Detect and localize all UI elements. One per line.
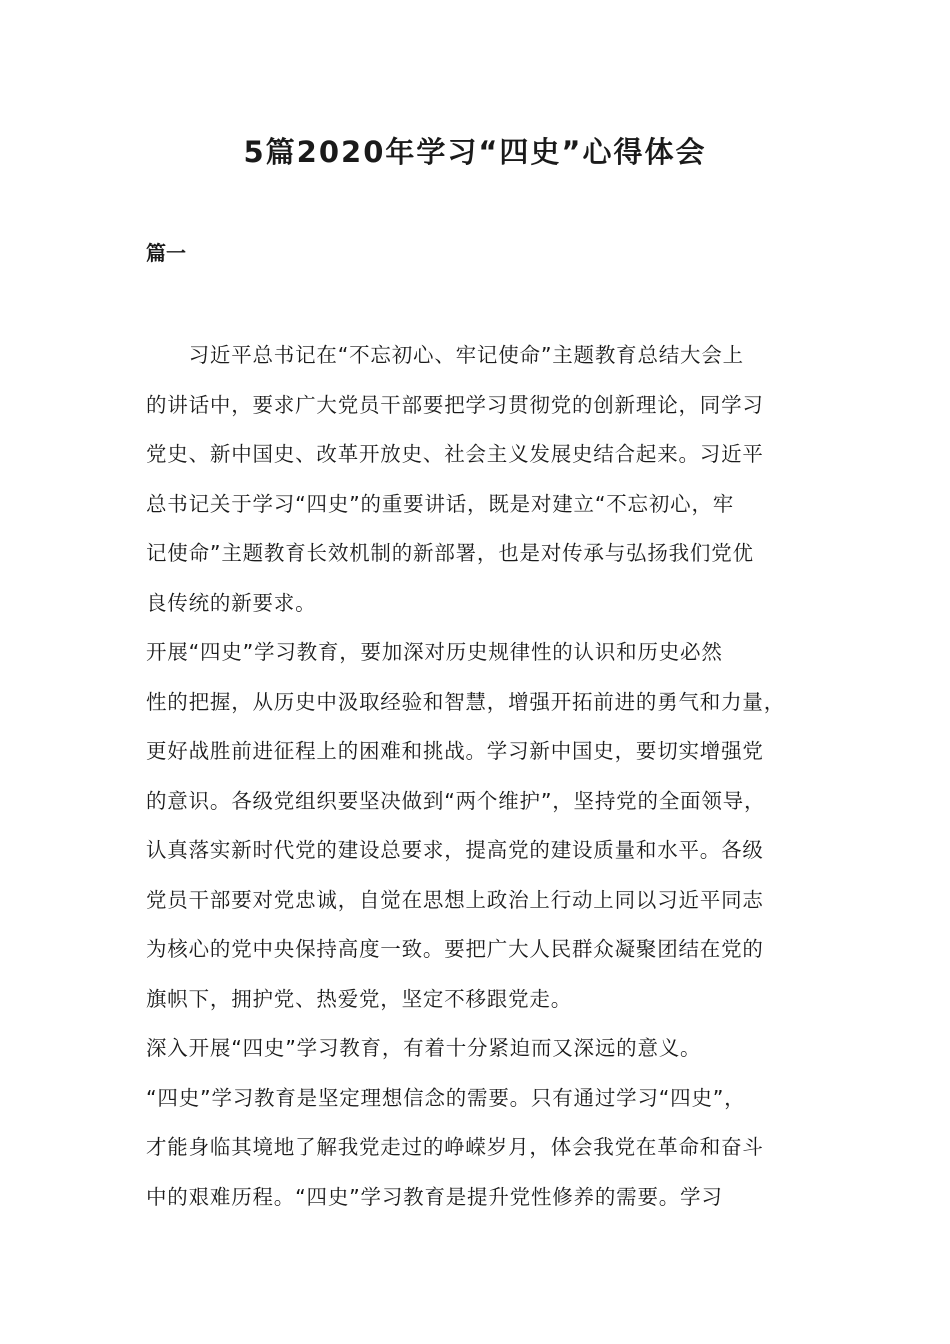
text-line: 良传统的新要求。 — [146, 590, 317, 615]
text-line: 记使命”主题教育长效机制的新部署，也是对传承与弘扬我们党优 — [146, 541, 754, 565]
text-line: 为核心的党中央保持高度一致。要把广大人民群众凝聚团结在党的 — [146, 937, 764, 961]
text-line: 更好战胜前进征程上的困难和挑战。学习新中国史，要切实增强党 — [146, 739, 764, 763]
text-line: 旗帜下，拥护党、热爱党，坚定不移跟党走。 — [146, 986, 572, 1011]
text-line: 习近平总书记在“不忘初心、牢记使命”主题教育总结大会上 — [146, 343, 744, 367]
text-line: 中的艰难历程。“四史”学习教育是提升党性修养的需要。学习 — [146, 1184, 723, 1209]
text-line: 的意识。各级党组织要坚决做到“两个维护”，坚持党的全面领导， — [146, 788, 766, 813]
text-line: 党史、新中国史、改革开放史、社会主义发展史结合起来。习近平 — [146, 442, 764, 466]
text-line: 的讲话中，要求广大党员干部要把学习贯彻党的创新理论，同学习 — [146, 392, 764, 417]
text-line: 性的把握，从历史中汲取经验和智慧，增强开拓前进的勇气和力量， — [146, 689, 785, 714]
text-line: “四史”学习教育是坚定理想信念的需要。只有通过学习“四史”， — [146, 1085, 746, 1110]
section-heading: 篇一 — [146, 241, 186, 265]
body-text — [146, 331, 806, 1222]
text-line: 认真落实新时代党的建设总要求，提高党的建设质量和水平。各级 — [146, 838, 764, 862]
text-line: 深入开展“四史”学习教育，有着十分紧迫而又深远的意义。 — [146, 1036, 702, 1060]
text-line: 开展“四史”学习教育，要加深对历史规律性的认识和历史必然 — [146, 640, 723, 664]
document-title: 5篇2020年学习“四史”心得体会 — [243, 135, 707, 169]
text-line: 才能身临其境地了解我党走过的峥嵘岁月，体会我党在革命和奋斗 — [146, 1135, 764, 1159]
text-line: 党员干部要对党忠诚，自觉在思想上政治上行动上同以习近平同志 — [146, 887, 764, 912]
text-line: 总书记关于学习“四史”的重要讲话，既是对建立“不忘初心，牢 — [146, 491, 735, 516]
